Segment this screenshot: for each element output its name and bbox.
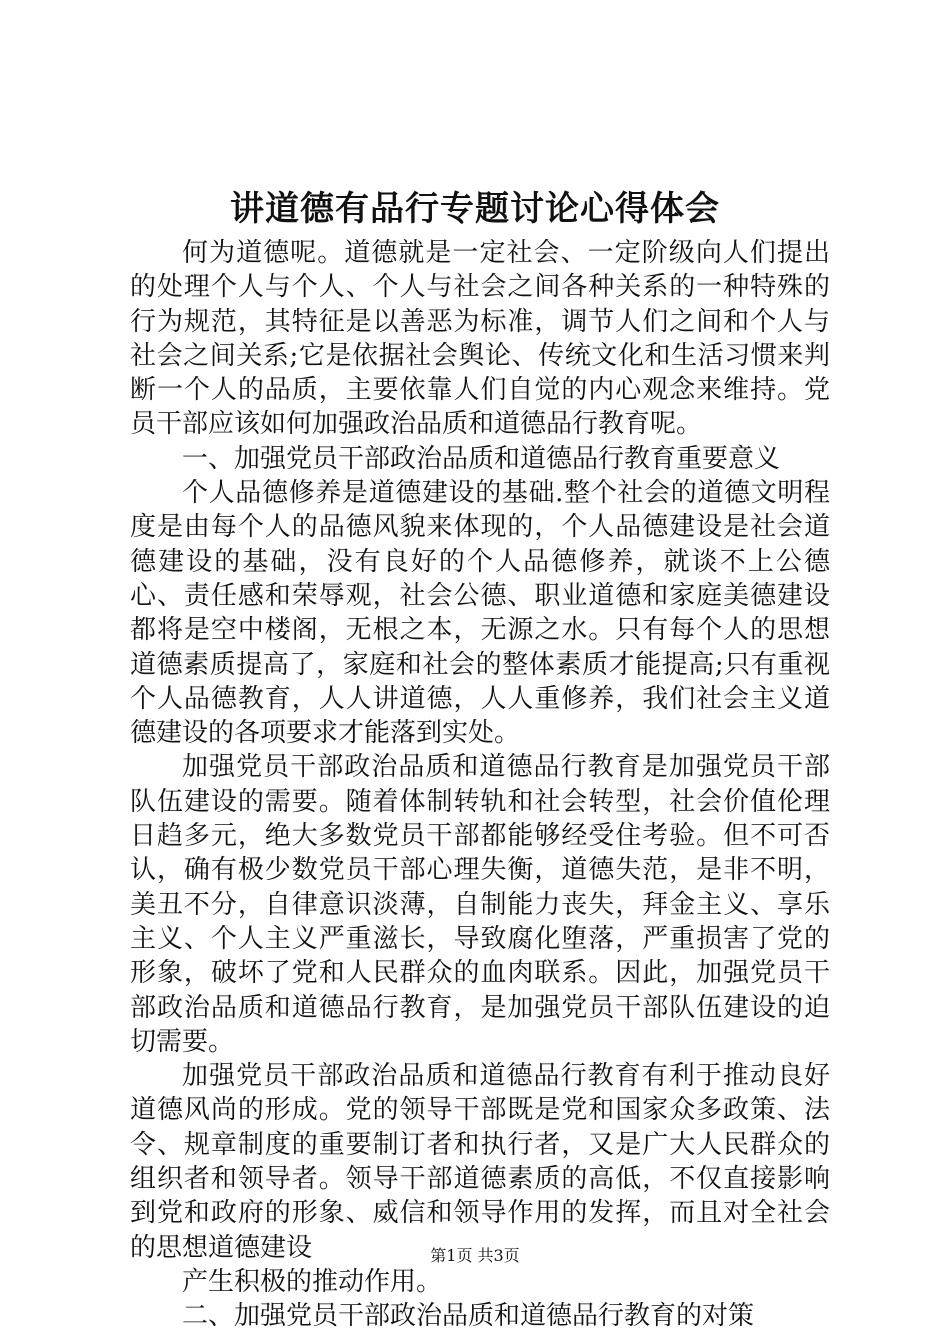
page-indicator: 第1页 共3页 <box>430 1246 520 1265</box>
document-body <box>130 236 830 1334</box>
paragraph-team-building: 加强党员干部政治品质和道德品行教育是加强党员干部队伍建设的需要。随着体制转轨和社会转型，社会价值伦理日趋多元，绝大多数党员干部都能够经受住考验。但不可否认，确有极少数党员干部心理失衡，道德失范，是非不明，美丑不分，自律意识淡薄，自制能力丧失，拜金主义、享乐主义、个人主义严重滋长，导致腐化堕落，严重损害了党的形象，破坏了党和人民群众的血肉联系。因此，加强党员干部政治品质和道德品行教育，是加强党员干部队伍建设的迫切需要。 <box>130 752 830 1057</box>
section-heading-2: 二、加强党员干部政治品质和道德品行教育的对策 <box>182 1301 755 1332</box>
paragraph-continuation: 产生积极的推动作用。 <box>182 1266 443 1297</box>
paragraph-moral-atmosphere: 加强党员干部政治品质和道德品行教育有利于推动良好道德风尚的形成。党的领导干部既是党和国家众多政策、法令、规章制度的重要制订者和执行者，又是广大人民群众的组织者和领导者。领导干部道德素质的高低，不仅直接影响到党和政府的形象、威信和领导作用的发挥，而且对全社会的思想道德建设 <box>130 1061 830 1263</box>
document-title: 讲道德有品行专题讨论心得体会 <box>230 189 720 229</box>
page-footer <box>0 1244 950 1268</box>
section-heading-1: 一、加强党员干部政治品质和道德品行教育重要意义 <box>182 443 781 474</box>
paragraph-personal-morality: 个人品德修养是道德建设的基础.整个社会的道德文明程度是由每个人的品德风貌来体现的，个人品德建设是社会道德建设的基础，没有良好的个人品德修养，就谈不上公德心、责任感和荣辱观，社会公德、职业道德和家庭美德建设都将是空中楼阁，无根之本，无源之水。只有每个人的思想道德素质提高了，家庭和社会的整体素质才能提高;只有重视个人品德教育，人人讲道德，人人重修养，我们社会主义道德建设的各项要求才能落到实处。 <box>130 478 830 749</box>
paragraph-intro: 何为道德呢。道德就是一定社会、一定阶级向人们提出的处理个人与个人、个人与社会之间各种关系的一种特殊的行为规范，其特征是以善恶为标准，调节人们之间和个人与社会之间关系;它是依据社会舆论、传统文化和生活习惯来判断一个人的品质，主要依靠人们自觉的内心观念来维持。党员干部应该如何加强政治品质和道德品行教育呢。 <box>130 238 830 440</box>
